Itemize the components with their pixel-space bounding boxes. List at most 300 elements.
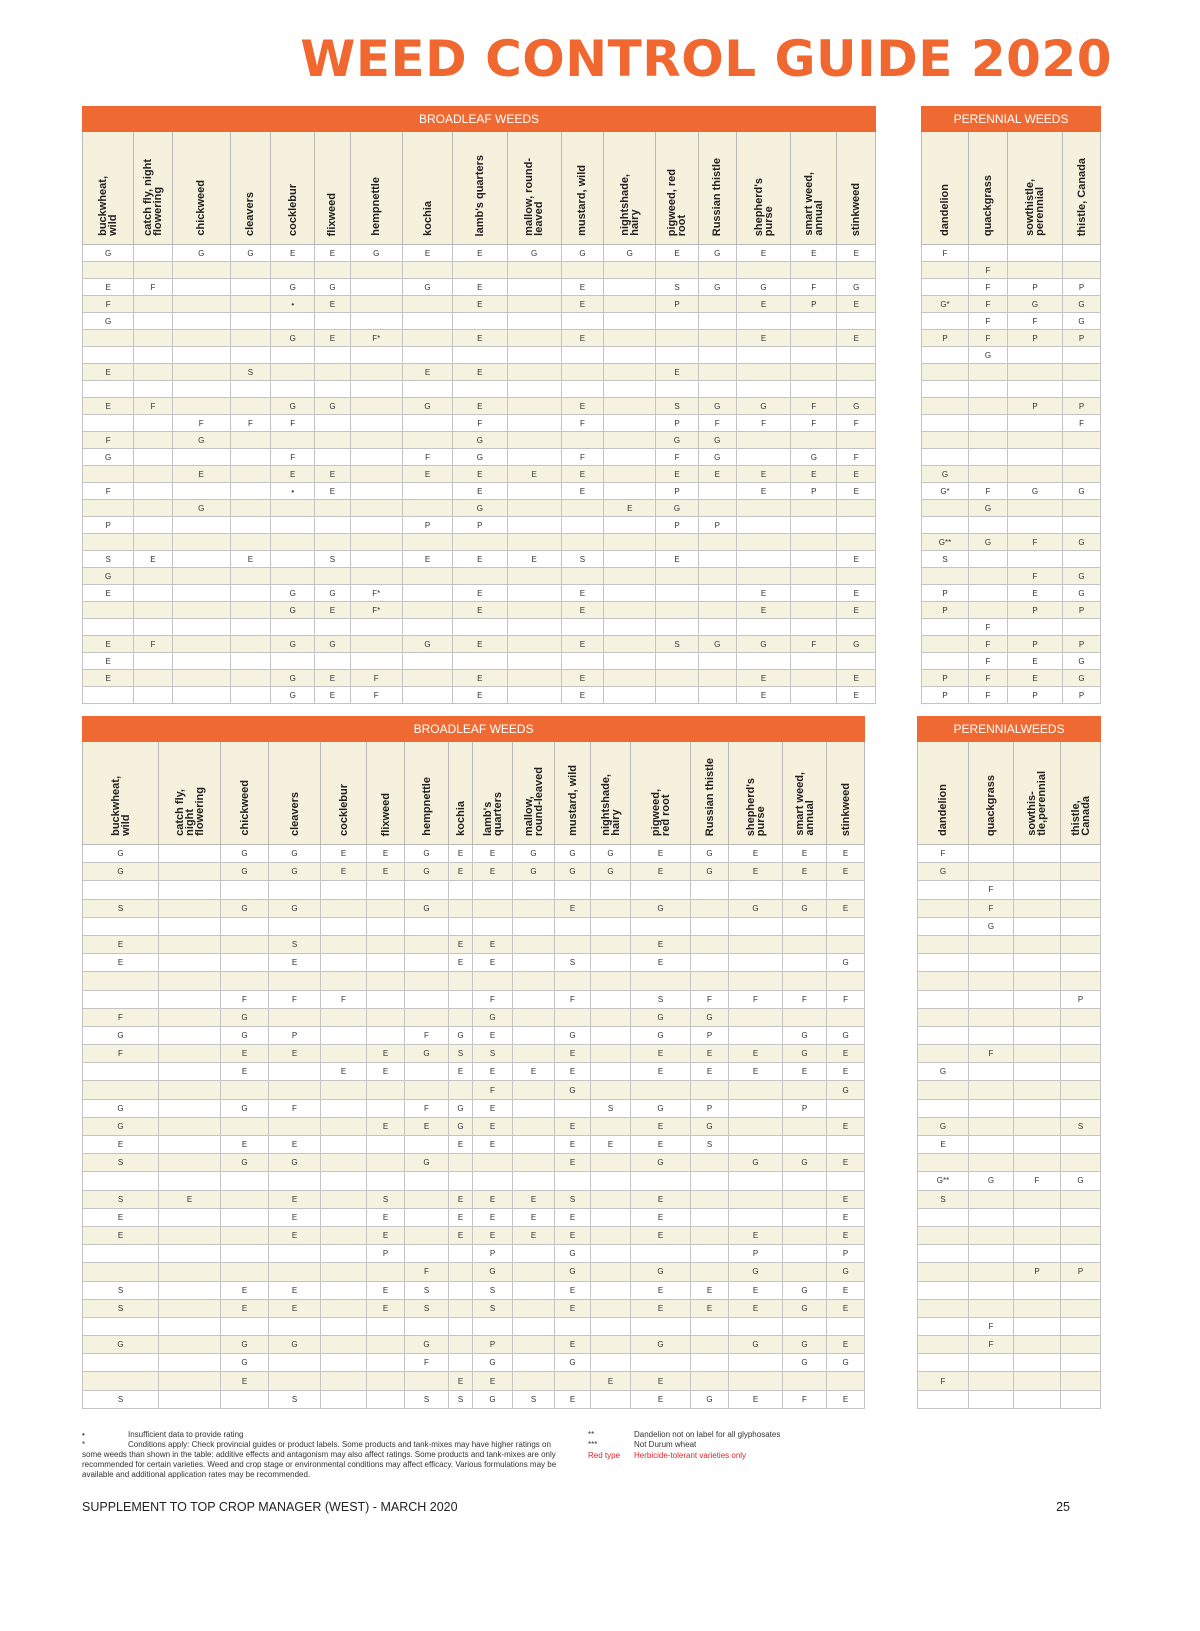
rating-cell bbox=[561, 381, 603, 398]
column-header-label: Russian thistle bbox=[711, 157, 724, 236]
table-row bbox=[83, 585, 876, 602]
rating-cell bbox=[691, 1263, 729, 1281]
rating-cell bbox=[591, 1208, 631, 1226]
rating-cell bbox=[922, 432, 969, 449]
rating-cell: E bbox=[561, 330, 603, 347]
rating-cell bbox=[561, 534, 603, 551]
rating-cell bbox=[159, 1390, 221, 1408]
rating-cell bbox=[449, 1354, 473, 1372]
rating-cell bbox=[321, 1281, 367, 1299]
rating-cell bbox=[83, 330, 134, 347]
column-header-label: mustard, wild bbox=[566, 765, 579, 836]
rating-cell: E bbox=[83, 364, 134, 381]
rating-cell bbox=[922, 381, 969, 398]
rating-cell: F bbox=[918, 845, 969, 863]
rating-cell bbox=[1014, 1336, 1061, 1354]
rating-cell bbox=[783, 1208, 827, 1226]
rating-cell bbox=[1014, 1190, 1061, 1208]
rating-cell bbox=[604, 534, 656, 551]
rating-cell bbox=[1014, 881, 1061, 899]
column-header-label: smart weed, annual bbox=[793, 772, 816, 836]
rating-cell: E bbox=[367, 1117, 405, 1135]
table-row bbox=[83, 296, 876, 313]
rating-cell bbox=[350, 636, 402, 653]
rating-cell bbox=[837, 262, 876, 279]
column-header bbox=[83, 132, 134, 245]
rating-cell: S bbox=[473, 1045, 513, 1063]
rating-cell: F bbox=[271, 415, 315, 432]
rating-cell bbox=[729, 1317, 783, 1335]
rating-cell: P bbox=[367, 1245, 405, 1263]
rating-cell bbox=[134, 296, 172, 313]
rating-cell bbox=[604, 381, 656, 398]
rating-cell bbox=[783, 1190, 827, 1208]
rating-cell bbox=[1008, 262, 1063, 279]
rating-cell bbox=[172, 398, 230, 415]
rating-cell bbox=[1061, 1190, 1101, 1208]
rating-cell: E bbox=[269, 1226, 321, 1244]
rating-cell bbox=[159, 1117, 221, 1135]
rating-cell: E bbox=[736, 296, 790, 313]
rating-cell bbox=[271, 500, 315, 517]
rating-cell bbox=[321, 1081, 367, 1099]
table-a-perennial-band-header: PERENNIAL WEEDS bbox=[922, 107, 1101, 132]
column-header bbox=[969, 132, 1008, 245]
rating-cell bbox=[561, 364, 603, 381]
rating-cell: P bbox=[1063, 398, 1101, 415]
rating-cell bbox=[367, 1026, 405, 1044]
column-header-label: cocklebur bbox=[286, 184, 299, 236]
rating-cell bbox=[172, 636, 230, 653]
rating-cell: E bbox=[827, 1299, 865, 1317]
table-row bbox=[83, 1354, 865, 1372]
column-header-label: hempnettle bbox=[370, 177, 383, 236]
rating-cell: F bbox=[405, 1354, 449, 1372]
rating-cell: E bbox=[315, 687, 350, 704]
rating-cell bbox=[561, 619, 603, 636]
rating-cell bbox=[367, 954, 405, 972]
rating-cell bbox=[791, 551, 837, 568]
rating-cell: E bbox=[561, 398, 603, 415]
table-row bbox=[83, 551, 876, 568]
rating-cell bbox=[631, 1172, 691, 1190]
rating-cell: F bbox=[969, 262, 1008, 279]
rating-cell: E bbox=[631, 1208, 691, 1226]
table-row bbox=[83, 687, 876, 704]
rating-cell bbox=[172, 381, 230, 398]
rating-cell: E bbox=[449, 954, 473, 972]
rating-cell: F bbox=[230, 415, 270, 432]
rating-cell bbox=[604, 687, 656, 704]
rating-cell: E bbox=[591, 1136, 631, 1154]
rating-cell bbox=[922, 653, 969, 670]
rating-cell bbox=[271, 568, 315, 585]
table-row bbox=[83, 653, 876, 670]
table-row bbox=[83, 398, 876, 415]
rating-cell bbox=[159, 1354, 221, 1372]
rating-cell bbox=[922, 568, 969, 585]
rating-cell: F bbox=[402, 449, 452, 466]
rating-cell: E bbox=[837, 687, 876, 704]
rating-cell bbox=[513, 1317, 555, 1335]
rating-cell: G bbox=[969, 1172, 1014, 1190]
rating-cell bbox=[604, 466, 656, 483]
rating-cell: S bbox=[315, 551, 350, 568]
rating-cell: G bbox=[691, 845, 729, 863]
rating-cell: G bbox=[271, 585, 315, 602]
rating-cell: E bbox=[134, 551, 172, 568]
rating-cell: E bbox=[449, 1136, 473, 1154]
rating-cell bbox=[83, 990, 159, 1008]
rating-cell: P bbox=[791, 296, 837, 313]
table-row bbox=[918, 990, 1101, 1008]
rating-cell bbox=[1063, 381, 1101, 398]
rating-cell: G bbox=[405, 1154, 449, 1172]
rating-cell bbox=[561, 347, 603, 364]
rating-cell bbox=[604, 398, 656, 415]
rating-cell bbox=[449, 990, 473, 1008]
rating-cell bbox=[656, 602, 698, 619]
table-row bbox=[83, 881, 865, 899]
rating-cell: S bbox=[269, 1390, 321, 1408]
rating-cell bbox=[969, 1299, 1014, 1317]
rating-cell: F bbox=[837, 415, 876, 432]
rating-cell bbox=[969, 863, 1014, 881]
rating-cell: E bbox=[453, 687, 507, 704]
rating-cell: E bbox=[783, 845, 827, 863]
rating-cell bbox=[221, 954, 269, 972]
rating-cell bbox=[591, 1008, 631, 1026]
rating-cell bbox=[405, 1190, 449, 1208]
table-row bbox=[918, 863, 1101, 881]
rating-cell: E bbox=[315, 483, 350, 500]
table-row bbox=[922, 500, 1101, 517]
rating-cell bbox=[83, 1263, 159, 1281]
rating-cell bbox=[691, 881, 729, 899]
rating-cell bbox=[449, 1154, 473, 1172]
rating-cell bbox=[221, 1226, 269, 1244]
table-row bbox=[83, 1045, 865, 1063]
rating-cell: E bbox=[473, 935, 513, 953]
rating-cell bbox=[159, 972, 221, 990]
rating-cell: E bbox=[367, 1226, 405, 1244]
rating-cell: E bbox=[555, 1045, 591, 1063]
rating-cell bbox=[1063, 500, 1101, 517]
rating-cell: G bbox=[1063, 313, 1101, 330]
rating-cell: G bbox=[453, 500, 507, 517]
rating-cell: G bbox=[473, 1008, 513, 1026]
rating-cell bbox=[230, 653, 270, 670]
rating-cell bbox=[555, 917, 591, 935]
rating-cell: • bbox=[271, 483, 315, 500]
rating-cell bbox=[271, 381, 315, 398]
rating-cell: G bbox=[473, 1354, 513, 1372]
rating-cell bbox=[367, 881, 405, 899]
rating-cell: G bbox=[736, 636, 790, 653]
table-row bbox=[83, 935, 865, 953]
table-row bbox=[83, 330, 876, 347]
rating-cell: G bbox=[604, 245, 656, 262]
rating-cell bbox=[83, 917, 159, 935]
rating-cell bbox=[691, 972, 729, 990]
rating-cell: F bbox=[269, 990, 321, 1008]
rating-cell bbox=[604, 670, 656, 687]
rating-cell bbox=[321, 1245, 367, 1263]
rating-cell: E bbox=[827, 1063, 865, 1081]
rating-cell bbox=[918, 972, 969, 990]
rating-cell: G bbox=[1063, 670, 1101, 687]
rating-cell bbox=[604, 653, 656, 670]
rating-cell bbox=[969, 1245, 1014, 1263]
rating-cell bbox=[591, 1263, 631, 1281]
rating-cell bbox=[507, 330, 561, 347]
rating-cell: G bbox=[221, 1008, 269, 1026]
rating-cell bbox=[922, 279, 969, 296]
rating-cell bbox=[1014, 1154, 1061, 1172]
rating-cell: E bbox=[453, 296, 507, 313]
rating-cell bbox=[691, 1245, 729, 1263]
rating-cell: E bbox=[631, 1190, 691, 1208]
rating-cell: F bbox=[453, 415, 507, 432]
rating-cell: E bbox=[555, 1208, 591, 1226]
rating-cell bbox=[271, 432, 315, 449]
rating-cell bbox=[230, 500, 270, 517]
rating-cell bbox=[507, 449, 561, 466]
rating-cell bbox=[827, 935, 865, 953]
rating-cell: P bbox=[1008, 330, 1063, 347]
rating-cell bbox=[729, 1081, 783, 1099]
rating-cell bbox=[783, 1245, 827, 1263]
rating-cell bbox=[729, 935, 783, 953]
rating-cell bbox=[513, 1136, 555, 1154]
rating-cell: E bbox=[453, 364, 507, 381]
rating-cell bbox=[230, 687, 270, 704]
rating-cell: F bbox=[1014, 1172, 1061, 1190]
rating-cell: E bbox=[729, 1045, 783, 1063]
rating-cell: P bbox=[1063, 636, 1101, 653]
rating-cell: G bbox=[783, 1045, 827, 1063]
table-row bbox=[922, 551, 1101, 568]
rating-cell bbox=[159, 1008, 221, 1026]
rating-cell bbox=[555, 1372, 591, 1390]
rating-cell: F bbox=[221, 990, 269, 1008]
rating-cell bbox=[269, 1117, 321, 1135]
rating-cell bbox=[159, 1372, 221, 1390]
table-row bbox=[922, 517, 1101, 534]
rating-cell: E bbox=[367, 1045, 405, 1063]
rating-cell bbox=[83, 381, 134, 398]
rating-cell bbox=[402, 330, 452, 347]
rating-cell bbox=[969, 1226, 1014, 1244]
rating-cell: F bbox=[698, 415, 736, 432]
rating-cell bbox=[837, 347, 876, 364]
rating-cell: P bbox=[656, 483, 698, 500]
rating-cell: E bbox=[729, 845, 783, 863]
table-row bbox=[83, 1008, 865, 1026]
column-header bbox=[969, 742, 1014, 845]
rating-cell bbox=[221, 935, 269, 953]
rating-cell: G bbox=[827, 954, 865, 972]
rating-cell bbox=[271, 347, 315, 364]
rating-cell: P bbox=[1008, 602, 1063, 619]
rating-cell: E bbox=[271, 245, 315, 262]
rating-cell: P bbox=[783, 1099, 827, 1117]
rating-cell: E bbox=[555, 1117, 591, 1135]
rating-cell bbox=[83, 1172, 159, 1190]
rating-cell bbox=[230, 483, 270, 500]
rating-cell: G bbox=[631, 899, 691, 917]
rating-cell bbox=[367, 917, 405, 935]
rating-cell bbox=[698, 500, 736, 517]
rating-cell: S bbox=[555, 1190, 591, 1208]
rating-cell: E bbox=[561, 296, 603, 313]
rating-cell: E bbox=[631, 954, 691, 972]
table-row bbox=[922, 398, 1101, 415]
rating-cell bbox=[969, 1099, 1014, 1117]
rating-cell: E bbox=[269, 1190, 321, 1208]
rating-cell bbox=[367, 1263, 405, 1281]
rating-cell bbox=[1014, 863, 1061, 881]
rating-cell bbox=[729, 1136, 783, 1154]
rating-cell bbox=[1008, 551, 1063, 568]
rating-cell bbox=[453, 262, 507, 279]
rating-cell: G bbox=[473, 1390, 513, 1408]
rating-cell: G bbox=[827, 1081, 865, 1099]
rating-cell bbox=[83, 881, 159, 899]
rating-cell: P bbox=[922, 670, 969, 687]
rating-cell: F bbox=[969, 636, 1008, 653]
table-row bbox=[918, 917, 1101, 935]
rating-cell: E bbox=[837, 602, 876, 619]
rating-cell bbox=[729, 1208, 783, 1226]
rating-cell: E bbox=[473, 1136, 513, 1154]
rating-cell: G bbox=[969, 500, 1008, 517]
table-row bbox=[83, 1172, 865, 1190]
rating-cell bbox=[736, 500, 790, 517]
table-row bbox=[922, 364, 1101, 381]
rating-cell: G bbox=[969, 347, 1008, 364]
rating-cell bbox=[604, 415, 656, 432]
rating-cell bbox=[230, 585, 270, 602]
rating-cell bbox=[315, 449, 350, 466]
rating-cell bbox=[134, 262, 172, 279]
rating-cell bbox=[134, 364, 172, 381]
rating-cell bbox=[837, 364, 876, 381]
rating-cell bbox=[367, 1099, 405, 1117]
rating-cell bbox=[698, 330, 736, 347]
rating-cell bbox=[791, 534, 837, 551]
rating-cell bbox=[513, 1099, 555, 1117]
rating-cell: G bbox=[83, 863, 159, 881]
rating-cell bbox=[918, 935, 969, 953]
rating-cell bbox=[321, 1372, 367, 1390]
rating-cell: P bbox=[1063, 602, 1101, 619]
rating-cell bbox=[473, 972, 513, 990]
rating-cell bbox=[230, 398, 270, 415]
rating-cell bbox=[134, 347, 172, 364]
rating-cell: F* bbox=[350, 330, 402, 347]
rating-cell: E bbox=[513, 1190, 555, 1208]
rating-cell bbox=[172, 687, 230, 704]
rating-cell: E bbox=[453, 585, 507, 602]
rating-cell bbox=[631, 972, 691, 990]
table-a-perennial bbox=[921, 106, 1101, 704]
rating-cell bbox=[1014, 1099, 1061, 1117]
rating-cell bbox=[159, 1317, 221, 1335]
column-header bbox=[698, 132, 736, 245]
rating-cell bbox=[918, 1154, 969, 1172]
column-header bbox=[1063, 132, 1101, 245]
rating-cell: • bbox=[271, 296, 315, 313]
rating-cell bbox=[827, 1372, 865, 1390]
rating-cell bbox=[736, 619, 790, 636]
rating-cell: F bbox=[83, 1008, 159, 1026]
rating-cell: S bbox=[405, 1390, 449, 1408]
rating-cell bbox=[555, 881, 591, 899]
rating-cell: P bbox=[656, 517, 698, 534]
column-header bbox=[918, 742, 969, 845]
rating-cell bbox=[172, 568, 230, 585]
column-header bbox=[827, 742, 865, 845]
rating-cell: G bbox=[1061, 1172, 1101, 1190]
table-row bbox=[83, 954, 865, 972]
rating-cell bbox=[918, 1281, 969, 1299]
rating-cell: E bbox=[736, 602, 790, 619]
rating-cell: E bbox=[473, 1117, 513, 1135]
rating-cell bbox=[507, 381, 561, 398]
rating-cell: E bbox=[555, 1390, 591, 1408]
rating-cell bbox=[791, 330, 837, 347]
rating-cell bbox=[1008, 466, 1063, 483]
rating-cell bbox=[473, 1172, 513, 1190]
table-row bbox=[918, 1190, 1101, 1208]
column-header-label: nightshade, hairy bbox=[599, 774, 622, 836]
rating-cell: E bbox=[561, 636, 603, 653]
rating-cell: S bbox=[918, 1190, 969, 1208]
rating-cell bbox=[827, 1172, 865, 1190]
rating-cell bbox=[918, 917, 969, 935]
rating-cell: S bbox=[691, 1136, 729, 1154]
rating-cell: E bbox=[837, 585, 876, 602]
rating-cell bbox=[83, 1354, 159, 1372]
column-header-label: stinkweed bbox=[839, 782, 852, 836]
rating-cell: G bbox=[449, 1099, 473, 1117]
rating-cell bbox=[698, 602, 736, 619]
rating-cell: E bbox=[315, 330, 350, 347]
rating-cell: E bbox=[827, 845, 865, 863]
rating-cell bbox=[221, 1263, 269, 1281]
rating-cell bbox=[405, 1317, 449, 1335]
rating-cell bbox=[729, 954, 783, 972]
rating-cell: E bbox=[449, 1226, 473, 1244]
column-header-label: quackgrass bbox=[982, 174, 994, 236]
rating-cell bbox=[783, 1081, 827, 1099]
rating-cell: E bbox=[453, 636, 507, 653]
rating-cell bbox=[969, 935, 1014, 953]
rating-cell: E bbox=[736, 466, 790, 483]
rating-cell: E bbox=[453, 466, 507, 483]
rating-cell bbox=[698, 381, 736, 398]
table-row bbox=[83, 1336, 865, 1354]
rating-cell bbox=[656, 585, 698, 602]
rating-cell bbox=[969, 602, 1008, 619]
rating-cell bbox=[159, 899, 221, 917]
rating-cell bbox=[350, 381, 402, 398]
rating-cell bbox=[271, 534, 315, 551]
rating-cell bbox=[922, 449, 969, 466]
table-row bbox=[918, 1008, 1101, 1026]
rating-cell bbox=[269, 1172, 321, 1190]
